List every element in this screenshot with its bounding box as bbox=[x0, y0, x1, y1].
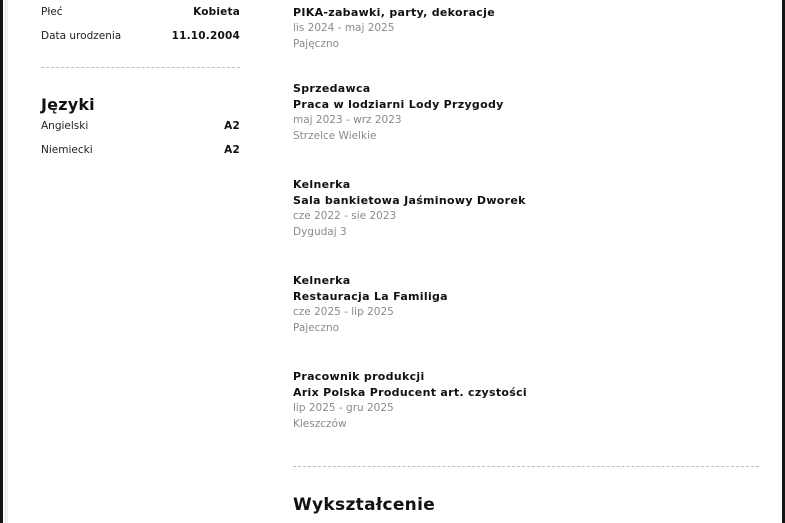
job-dates: lis 2024 - maj 2025 bbox=[293, 22, 395, 34]
job-company: Praca w lodziarni Lody Przygody bbox=[293, 98, 504, 111]
job-dates: cze 2022 - sie 2023 bbox=[293, 210, 397, 222]
left-screen-edge bbox=[0, 0, 3, 523]
section-divider bbox=[41, 67, 240, 68]
job-title: Sprzedawca bbox=[293, 82, 371, 95]
gender-value: Kobieta bbox=[193, 6, 240, 18]
job-company: PIKA-zabawki, party, dekoracje bbox=[293, 6, 495, 19]
job-title: Kelnerka bbox=[293, 274, 351, 287]
job-company: Sala bankietowa Jaśminowy Dworek bbox=[293, 194, 526, 207]
job-dates: lip 2025 - gru 2025 bbox=[293, 402, 394, 414]
languages-heading: Języki bbox=[41, 95, 95, 114]
job-company: Arix Polska Producent art. czystości bbox=[293, 386, 527, 399]
language-row bbox=[41, 143, 240, 157]
job-dates: cze 2025 - lip 2025 bbox=[293, 306, 394, 318]
personal-row-gender bbox=[41, 5, 240, 19]
page-border-line bbox=[5, 0, 6, 523]
job-location: Strzelce Wielkie bbox=[293, 130, 377, 142]
job-location: Pajęczno bbox=[293, 38, 340, 50]
experience-item bbox=[293, 274, 759, 336]
experience-item bbox=[293, 178, 759, 240]
job-location: Pajeczno bbox=[293, 322, 340, 334]
language-row bbox=[41, 119, 240, 133]
experience-item bbox=[293, 6, 759, 52]
job-dates: maj 2023 - wrz 2023 bbox=[293, 114, 402, 126]
job-location: Dygudaj 3 bbox=[293, 226, 347, 238]
language-name: Angielski bbox=[41, 120, 89, 132]
page-border-line bbox=[7, 0, 8, 523]
experience-item bbox=[293, 82, 759, 144]
personal-row-birthdate bbox=[41, 29, 240, 43]
education-heading: Wykształcenie bbox=[293, 495, 436, 515]
job-location: Kleszczów bbox=[293, 418, 347, 430]
language-level: A2 bbox=[224, 144, 240, 156]
language-level: A2 bbox=[224, 120, 240, 132]
job-company: Restauracja La Familiga bbox=[293, 290, 448, 303]
gender-label: Płeć bbox=[41, 6, 63, 18]
job-title: Kelnerka bbox=[293, 178, 351, 191]
section-divider bbox=[293, 466, 759, 467]
experience-item bbox=[293, 370, 759, 432]
language-name: Niemiecki bbox=[41, 144, 93, 156]
job-title: Pracownik produkcji bbox=[293, 370, 425, 383]
birthdate-value: 11.10.2004 bbox=[171, 30, 240, 42]
birthdate-label: Data urodzenia bbox=[41, 30, 122, 42]
